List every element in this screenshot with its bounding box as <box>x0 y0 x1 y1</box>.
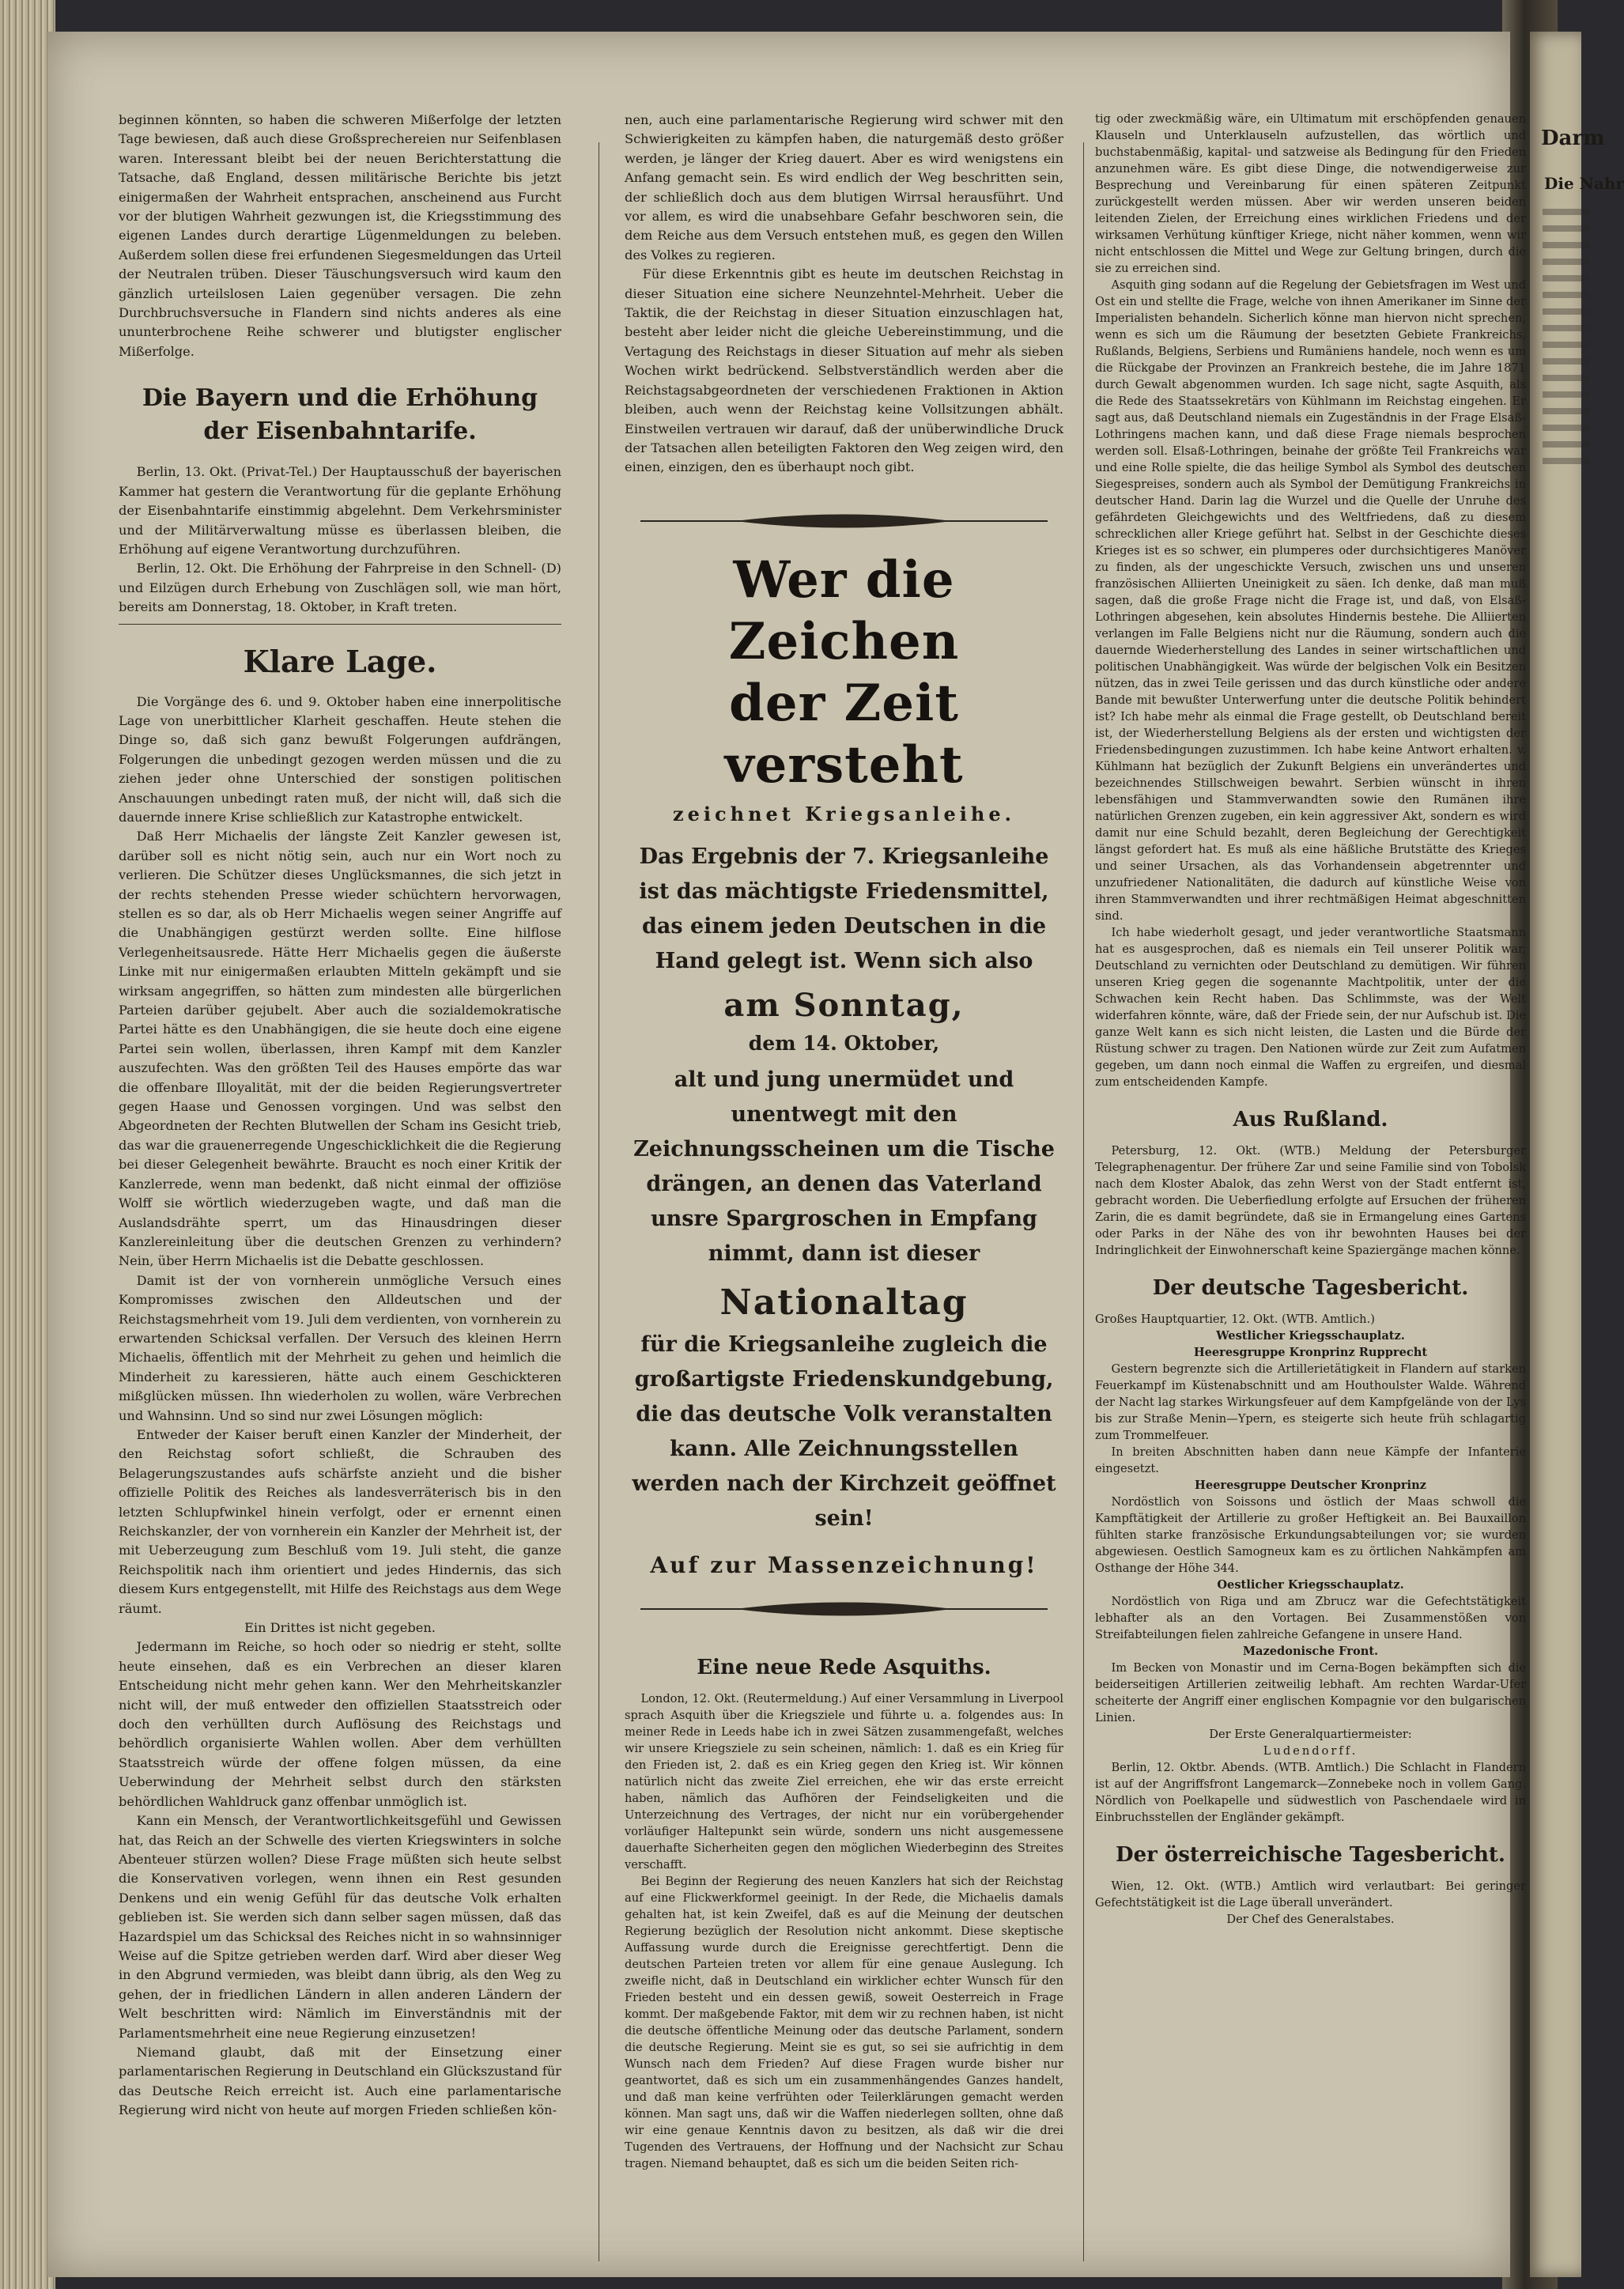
headline-russland: Aus Rußland. <box>1233 1108 1388 1131</box>
report-paragraph: Gestern begrenzte sich die Artillerietätigkeit in Flandern auf starken Feuerkampf im Küstenabschnitt und am Houthoulster Walde. Während der Nacht lag starkes Wirkungsfeuer auf dem Kampfgelände von der Lys bis zur Straße Menin—Ypern, es steigerte sich heute früh schlagartig zum Trommelfeuer. <box>1095 1362 1526 1442</box>
article-continuation: nen, auch eine parlamentarische Regierung wird schwer mit den Schwierigkeiten zu kämpfen haben, die naturgemäß desto größer werden, je länger der Krieg dauert. Aber es wird wenigstens ein Anfang gemacht sein. Es wird endlich der Weg beschritten sein, der schließlich doch aus dem blutigen Wirrsal herausführt. Und vor allem, es wird die unabsehbare Gefahr beschworen sein, die dem Reiche aus dem Versuch entstehen muß, es gegen den Willen des Volkes zu regieren. <box>625 112 1063 263</box>
ad-body-1: Das Ergebnis der 7. Kriegsanleihe ist das mächtigste Friedensmittel, das einem jeden Deutschen in die Hand gelegt ist. Wenn sich also <box>639 844 1049 974</box>
army-group: Heeresgruppe Deutscher Kronprinz <box>1195 1479 1426 1492</box>
article-paragraph: Jedermann im Reiche, so hoch oder so niedrig er steht, sollte heute einsehen, daß es ein Verbrechen an dieser klaren Entscheidung nicht mehr gehen kann. Wer den Mehrheitskanzler nicht will, der muß entweder den offiziellen Staatsstreich oder doch den verhüllten durch Auflösung des Reichstags und behördlich organisierte Wahlen wollen. Aber dem verhüllten Staatsstreich würde der offene folgen müssen, da eine Ueberwindung der Mehrheit selbst durch den stärksten behördlichen Wahldruck ganz offenbar unmöglich ist. <box>119 1639 561 1809</box>
report-paragraph: Wien, 12. Okt. (WTB.) Amtlich wird verlautbart: Bei geringer Gefechtstätigkeit ist die Lage überall unverändert. <box>1095 1879 1526 1909</box>
adjacent-page <box>1530 32 1624 2277</box>
column-2 <box>625 111 1063 2172</box>
report-paragraph: Nordöstlich von Riga und am Zbrucz war die Gefechtstätigkeit lebhafter als an den Vortagen. Bei Zusammenstößen von Streifabteilungen fielen zahlreiche Gefangene in unsere Hand. <box>1095 1595 1526 1641</box>
signature-title: Der Erste Generalquartiermeister: <box>1209 1728 1412 1741</box>
article-paragraph: Für diese Erkenntnis gibt es heute im deutschen Reichstag in dieser Situation eine sichere Neunzehntel-Mehrheit. Ueber die Taktik, die der Reichstag in dieser Situation einzuschlagen hat, besteht aber leider nicht die gleiche Uebereinstimmung, und die Vertagung des Reichstags in dieser Situation auf mehr als sieben Wochen wirkt bedrückend. Selbstverständlich werden aber die Reichstagsabgeordneten der verschiedenen Fraktionen in Aktion bleiben, auch wenn der Reichstag keine Vollsitzungen abhält. Einstweilen vertrauen wir darauf, daß der unüberwindliche Druck der Tatsachen allen beteiligten Faktoren den Weg zeigen wird, den einen, einzigen, den es überhaupt noch gibt. <box>625 266 1063 475</box>
dateline: Großes Hauptquartier, 12. Okt. (WTB. Amtlich.) <box>1095 1313 1375 1326</box>
report-paragraph: Nordöstlich von Soissons und östlich der Maas schwoll die Kampftätigkeit der Artillerie zu großer Heftigkeit an. Bei Bauxaillon fühlten starke französische Erkundungsabteilungen vor; sie wurden abgewiesen. Oestlich Samogneux kam es zu örtlichen Nahkämpfen am Osthange der Höhe 344. <box>1095 1495 1526 1575</box>
article-paragraph: Ich habe wiederholt gesagt, und jeder verantwortliche Staatsmann hat es ausgesprochen, daß es niemals ein Teil unserer Politik war, Deutschland zu vernichten oder Deutschland zu demütigen. Wir führen unseren Krieg gegen die sogenannte Machtpolitik, unter der die Schwachen kein Recht haben. Das Schlimmste, was der Welt widerfahren könnte, wäre, daß der Friede sein, der nur Aufschub ist. Die ganze Welt kann es sich nicht leisten, die Lasten und die Bürde der Rüstung schwer zu tragen. Den Nationen würde zur Zeit zum Aufatmen gegeben, um dann noch einmal die Waffen zu ergreifen, und diesmal zum entscheidenden Kampfe. <box>1095 926 1526 1089</box>
adjacent-page-subheading: Die Nahr <box>1544 174 1624 193</box>
article-paragraph: London, 12. Okt. (Reutermeldung.) Auf einer Versammlung in Liverpool sprach Asquith über die Kriegsziele und führte u. a. folgendes aus: In meiner Rede in Leeds habe ich in zwei Sätzen zusammengefaßt, welches wir unsere Kriegsziele zu sein scheinen, nämlich: 1. daß es ein Krieg für den Frieden ist, 2. daß es ein Krieg gegen den Krieg ist. Wir können natürlich nicht das zweite Ziel erreichen, ehe wir das erste erreicht haben, nämlich das Aufhören der Feindseligkeiten und die Unterzeichnung des Vertrages, der nicht nur ein vorübergehender vorläufiger Haltepunkt sein würde, sondern uns nicht ausgemessene dauerhafte Sicherheiten gegen den möglichen Wiederbeginn des Streites verschafft. <box>625 1691 1063 1872</box>
adjacent-page-text <box>1543 209 1590 464</box>
article-paragraph: Berlin, 13. Okt. (Privat-Tel.) Der Hauptausschuß der bayerischen Kammer hat gestern die Verantwortung für die geplante Erhöhung der Eisenbahntarife einstimmig abgelehnt. Dem Verkehrsminister und der Militärverwaltung müsse es überlassen bleiben, die Erhöhung auf eigene Verantwortung durchzuführen. <box>119 464 561 557</box>
divider <box>119 624 561 625</box>
headline-asquith: Eine neue Rede Asquiths. <box>697 1655 991 1679</box>
signature-name: Ludendorff. <box>1263 1744 1358 1758</box>
headline-bayern: Die Bayern und die Erhöhung der Eisenbahntarife. <box>142 384 538 446</box>
army-group: Heeresgruppe Kronprinz Rupprecht <box>1193 1346 1428 1359</box>
article-paragraph: Bei Beginn der Regierung des neuen Kanzlers hat sich der Reichstag auf eine Flickwerkformel geeinigt. In der Rede, die Michaelis damals gehalten hat, ist kein Zweifel, daß es auf die Meinung der deutschen Regierung bezüglich der Resolution nicht ankommt. Diese skeptische Auffassung wurde durch die Ereignisse gerechtfertigt. Denn die deutschen Parteien treten vor allem für eine genaue Auslegung. Ich zweifle nicht, daß in Deutschland ein wirklicher echter Wunsch für den Frieden besteht und ein dessen gewiß, soweit Oesterreich in Frage kommt. Der maßgebende Faktor, mit dem wir zu rechnen haben, ist nicht die deutsche öffentliche Meinung oder das deutsche Parlament, sondern die deutsche Regierung. Meint sie es gut, so sei sie aufrichtig in dem Wunsch nach dem Frieden? Auf diese Fragen wurde bisher nur geantwortet, daß es sich um ein zusammenhängendes Ganzes handelt, und daß man keine verfrühten oder Teilerklärungen gemacht werden können. Man sagt uns, daß wir die Waffen niederlegen sollten, ohne daß wir eine genaue Kenntnis davon zu besitzen, als daß wir die drei Tugenden des Vertrauens, der Hoffnung und der Nachsicht zur Schau tragen. Niemand behauptet, daß es sich um die beiden Seiten rich- <box>625 1874 1063 2170</box>
report-paragraph: Berlin, 12. Oktbr. Abends. (WTB. Amtlich.) Die Schlacht in Flandern ist auf der Angriffsfront Langemarck—Zonnebeke noch in vollem Gang. Nördlich von Poelkapelle und südwestlich von Paschendaele wird in Einbruchsstellen der Engländer gekämpft. <box>1095 1761 1526 1824</box>
ad-subtitle: zeichnet Kriegsanleihe. <box>673 803 1015 826</box>
column-1 <box>119 111 561 2121</box>
section-east: Oestlicher Kriegsschauplatz. <box>1217 1578 1404 1592</box>
ad-date: dem 14. Oktober, <box>748 1032 940 1056</box>
column-3 <box>1095 111 1526 1928</box>
article-paragraph: Kann ein Mensch, der Verantwortlichkeitsgefühl und Gewissen hat, das Reich an der Schwelle des vierten Kriegswinters in solche Abenteuer stürzen wollen? Diese Frage müßten sich heute selbst die Konservativen vorlegen, wenn ihnen ein Rest gesunden Denkens und ein wenig Gefühl für das deutsche Volk erhalten geblieben ist. Sie werden sich dann selber sagen müssen, daß das Hazardspiel um das Schicksal des Reiches nicht in so wahnsinniger Weise auf die Spitze getrieben werden darf. Wird aber dieser Weg in den Abgrund vermieden, was bleibt dann übrig, als den Weg zu gehen, der in friedlichen Ländern in allen anderen Ländern der Welt beschritten wird: Nämlich im Einverständnis mit der Parlamentsmehrheit eine neue Regierung einzusetzen! <box>119 1813 561 2041</box>
article-paragraph: Entweder der Kaiser beruft einen Kanzler der Minderheit, der den Reichstag sofort schließt, die Schrauben des Belagerungszustandes aufs schärfste anzieht und die bisher offizielle Politik des Reiches als landesverräterisch bis in den letzten Schlupfwinkel hinein verfolgt, oder er ernennt einen Reichskanzler, der von vornherein ein Kanzler der Mehrheit ist, der mit Ueberzeugung zum Beschluß vom 19. Juli steht, die ganze Reichspolitik nach ihm orientiert und jedes Hindernis, das sich diesem Kurs entgegenstellt, mit Hilfe des Reichstags aus dem Wege räumt. <box>119 1426 561 1616</box>
article-continuation: tig oder zweckmäßig wäre, ein Ultimatum mit erschöpfenden genauen Klauseln und Unterklauseln aufzustellen, das wörtlich und buchstabenmäßig, kapital- und satzweise als Bedingung für den Frieden anzunehmen wäre. Es gibt diese Dinge, die notwendigerweise zur Besprechung und Vereinbarung für einen späteren Zeitpunkt zurückgestellt werden müssen. Aber wir werden unseren beiden leitenden Zielen, der Erreichung eines wirklichen Friedens und der wirksamen Verhütung künftiger Kriege, nicht näher kommen, wenn wir nicht entschlossen die Mittel und Wege zur Geltung bringen, durch die sie zu erreichen sind. <box>1095 112 1526 275</box>
article-continuation: beginnen könnten, so haben die schweren Mißerfolge der letzten Tage bewiesen, daß auch diese Großsprechereien nur Seifenblasen waren. Interessant bleibt bei der neuen Berichterstattung die Tatsache, daß England, dessen militärische Berichte bis jetzt einigermaßen der Wahrheit entsprachen, anscheinend aus Furcht vor der blutigen Wahrheit gezwungen ist, die Kriegsstimmung des eigenen Landes durch derartige Lügenmeldungen zu beleben. Außerdem sollen diese frei erfundenen Siegesmeldungen das Urteil der Neutralen trüben. Dieser Täuschungsversuch wird kaum den gänzlich urteilslosen Laien gegenüber versagen. Die zehn Durchbruchsversuche in Flandern sind nichts anderes als eine ununterbrochene Reihe schwerer und blutigster englischer Mißerfolge. <box>119 112 561 359</box>
ad-nationaltag: Nationaltag <box>719 1282 969 1324</box>
article-paragraph: Die Vorgänge des 6. und 9. Oktober haben eine innerpolitische Lage von unerbittlicher Klarheit geschaffen. Heute stehen die Dinge so, daß sich ganz bewußt Folgerungen aufdrängen, Folgerungen die unbedingt gezogen werden müssen und die zu ziehen jeder ohne Unterschied der sonstigen politischen Anschauungen unbedingt raten muß, der nicht will, daß sich die dauernde innere Krise schließlich zur Katastrophe entwickelt. <box>119 693 561 825</box>
adjacent-page-heading: Darm <box>1541 127 1605 150</box>
war-bond-advertisement <box>625 498 1063 1638</box>
headline-deutscher-tagesbericht: Der deutsche Tagesbericht. <box>1152 1276 1469 1300</box>
section-macedonia: Mazedonische Front. <box>1242 1645 1379 1658</box>
column-rule <box>1083 142 1084 2261</box>
ad-call-to-action: Auf zur Massenzeichnung! <box>650 1552 1038 1579</box>
article-paragraph: Petersburg, 12. Okt. (WTB.) Meldung der Petersburger Telegraphenagentur. Der frühere Zar und seine Familie sind von Tobolsk nach dem Kloster Abalok, das zehn Werst von der Stadt entfernt ist, gebracht worden. Die Ueberfiedlung erfolgte auf Ersuchen der früheren Zarin, die es damit begründete, daß sie in Ermangelung eines Gartens oder Parks in der Nähe des von ihr bewohnten Hauses bei der Indringlichkeit der Einwohnerschaft keine Spaziergänge machen könne. <box>1095 1144 1526 1257</box>
report-paragraph: In breiten Abschnitten haben dann neue Kämpfe der Infanterie eingesetzt. <box>1095 1445 1526 1475</box>
ad-body-2: alt und jung unermüdet und unentwegt mit den Zeichnungsscheinen um die Tische drängen, an denen das Vaterland unsre Spargroschen in Empfang nimmt, dann ist dieser <box>633 1067 1055 1267</box>
section-west: Westlicher Kriegsschauplatz. <box>1216 1329 1405 1343</box>
headline-oesterreich: Der österreichische Tagesbericht. <box>1116 1843 1505 1867</box>
article-paragraph: Damit ist der von vornherein unmögliche Versuch eines Kompromisses zwischen den Alldeutschen und der Reichstagsmehrheit vom 19. Juli dem verdienten, von vornherein zu erwartenden Schicksal verfallen. Der Versuch des kleinen Herrn Michaelis, öffentlich mit der Mehrheit zu gehen und heimlich die Minderheit zu karessieren, hätte auch einem Geschickteren mißglücken müssen. Ihn wiederholen zu wollen, wäre Verbrechen und Wahnsinn. Und so sind nur zwei Lösungen möglich: <box>119 1272 561 1423</box>
article-paragraph: Berlin, 12. Okt. Die Erhöhung der Fahrpreise in den Schnell- (D) und Eilzügen durch Erhebung von Zuschlägen soll, wie man hört, bereits am Donnerstag, 18. Oktober, in Kraft treten. <box>119 561 561 615</box>
article-paragraph: Niemand glaubt, daß mit der Einsetzung einer parlamentarischen Regierung in Deutschland ein Glückszustand für das Deutsche Reich erreicht ist. Auch eine parlamentarische Regierung wird nicht von heute auf morgen Frieden schließen kön- <box>119 2044 561 2118</box>
ornament-rule <box>625 1597 1063 1621</box>
ad-title-line-1: Wer die Zeichen <box>728 550 960 672</box>
headline-klare-lage: Klare Lage. <box>243 643 437 679</box>
signature-title: Der Chef des Generalstabes. <box>1226 1913 1395 1926</box>
ornament-rule <box>625 509 1063 533</box>
article-paragraph: Daß Herr Michaelis der längste Zeit Kanzler gewesen ist, darüber soll es nicht nötig sein, auch nur ein Wort noch zu verlieren. Die Schützer dieses Unglücksmannes, die sich jetzt in der rechts stehenden Presse wieder schüchtern hervorwagen, stellen es so dar, als ob Herr Michaelis wegen seiner Angriffe auf die Unabhängigen gestürzt werden sollte. Eine hilflose Verlegenheitsausrede. Hätte Herr Michaelis gegen die äußerste Linke mit nur einigermaßen erlaubten Mitteln gekämpft und sie wirksam angegriffen, so hätten zum mindesten alle bürgerlichen Parteien darüber gejubelt. Aber auch die sozialdemokratische Partei hätte es den Unabhängigen, die sie heute doch eine eigene Partei sein wollen, überlassen, ihren Kampf mit dem Kanzler auszufechten. Was den größten Teil des Hauses empörte das war die offenbare Illoyalität, mit der die beiden Regierungsvertreter gegen Haase und Genossen vorgingen. Und was selbst den Abgeordneten der Rechten Blutwellen der Scham ins Gesicht trieb, das war die grauenerregende Ungeschicklichkeit die die Regierung bei dieser Gelegenheit bewährte. Braucht es noch einer Kritik der Kanzlerrede, wenn man bedenkt, daß nicht einmal der offiziöse Wolff sie wörtlich wiederzugeben wagte, und daß man die Auslandsdrähte sperrt, um das Hinausdringen dieser Kanzlereinleitung über die deutschen Grenzen zu verhindern? Nein, über Herrn Michaelis ist die Debatte geschlossen. <box>119 829 561 1269</box>
ad-sunday: am Sonntag, <box>723 987 965 1025</box>
article-paragraph: Ein Drittes ist nicht gegeben. <box>244 1620 436 1636</box>
report-paragraph: Im Becken von Monastir und im Cerna-Bogen bekämpften sich die beiderseitigen Artillerien zeitweilig lebhaft. Am rechten Wardar-Ufer scheiterte der Angriff einer englischen Kompagnie vor den bulgarischen Linien. <box>1095 1661 1526 1724</box>
ad-body-3: für die Kriegsanleihe zugleich die großartigste Friedenskundgebung, die das deutsche Volk veranstalten kann. Alle Zeichnungsstellen werden nach der Kirchzeit geöffnet sein! <box>632 1332 1056 1532</box>
ad-title-line-2: der Zeit versteht <box>724 674 964 795</box>
article-paragraph: Asquith ging sodann auf die Regelung der Gebietsfragen im West und Ost ein und stellte die Frage, welche von ihnen Amerikaner im Sinne der Imperialisten behandeln. Sicherlich könne man hiervon nicht sprechen, wenn es sich um die Räumung der besetzten Gebiete Frankreichs, Rußlands, Belgiens, Serbiens und Rumäniens handele, noch wenn es um die Rückgabe der Provinzen an Frankreich bestehe, die im Jahre 1871 durch Gewalt abgenommen wurden. Ich sage nicht, sagte Asquith, als die Rede des Staatssekretärs von Kühlmann im Reichstag eingehen. Er sagt aus, daß Deutschland niemals ein Zugeständnis in der Frage Elsaß-Lothringens machen kann, und daß diese Frage niemals besprochen werden soll. Elsaß-Lothringen, beinahe der größte Teil Frankreichs war und eine Rolle spielte, die das heilige Symbol als Symbol des deutschen Siegespreises, sondern auch als Symbol der Demütigung Frankreichs in deutscher Hand. Darin lag die Wurzel und die Quelle der Unruhe des gefährdeten Gleichgewichts und des Weltfriedens, daß zu diesem schrecklichen aller Kriege geführt hat. Selbst in der Geschichte dieses Krieges ist es so schwer, ein plumperes oder durchsichtigeres Manöver zu finden, als der ungeschickte Versuch, zwischen uns und unseren französischen Alliierten Uneinigkeit zu säen. Ich denke, daß man muß sagen, daß die große Frage nicht die Frage ist, und daß, von Elsaß-Lothringen abgesehen, kein absolutes Hindernis bestehe. Die Alliierten verlangen im Falle Belgiens nicht nur die Räumung, sondern auch die dauernde Wiederherstellung des Landes in seiner wirtschaftlichen und politischen Unabhängigkeit. Was würde der belgischen Volk ein Besitzen nützen, das in zwei Teile gerissen und das durch künstliche oder andere Bande mit bewußter Unterwerfung unter die deutsche Politik behindert ist? Ich habe mehr als einmal die Frage gestellt, ob Deutschland bereit ist, der Wiederherstellung Belgiens als der ersten und wichtigsten der Friedensbedingungen zuzustimmen. Ich habe keine Antwort erhalten. v. Kühlmann hat bezüglich der Zukunft Belgiens ein unverändertes und bezeichnendes Stillschweigen bewahrt. Serbien wünscht in ihren lebensfähigen und Stammverwandten sowie den Rumänen ihre natürlichen Grenzen zugeben, ein kein aggressiver Akt, sondern es wird damit nur eine Schuld bezahlt, deren Begleichung der Gerechtigkeit längst gefordert hat. Es muß als eine häßliche Brutstätte des Krieges und seiner Ursachen, als das Vorhandensein abgetrennter und unzufriedener Nationalitäten, die dadurch auf künstliche Weise von ihren Stammverwandten und ihrer rechtmäßigen Heimat abgeschnitten sind. <box>1095 278 1526 923</box>
